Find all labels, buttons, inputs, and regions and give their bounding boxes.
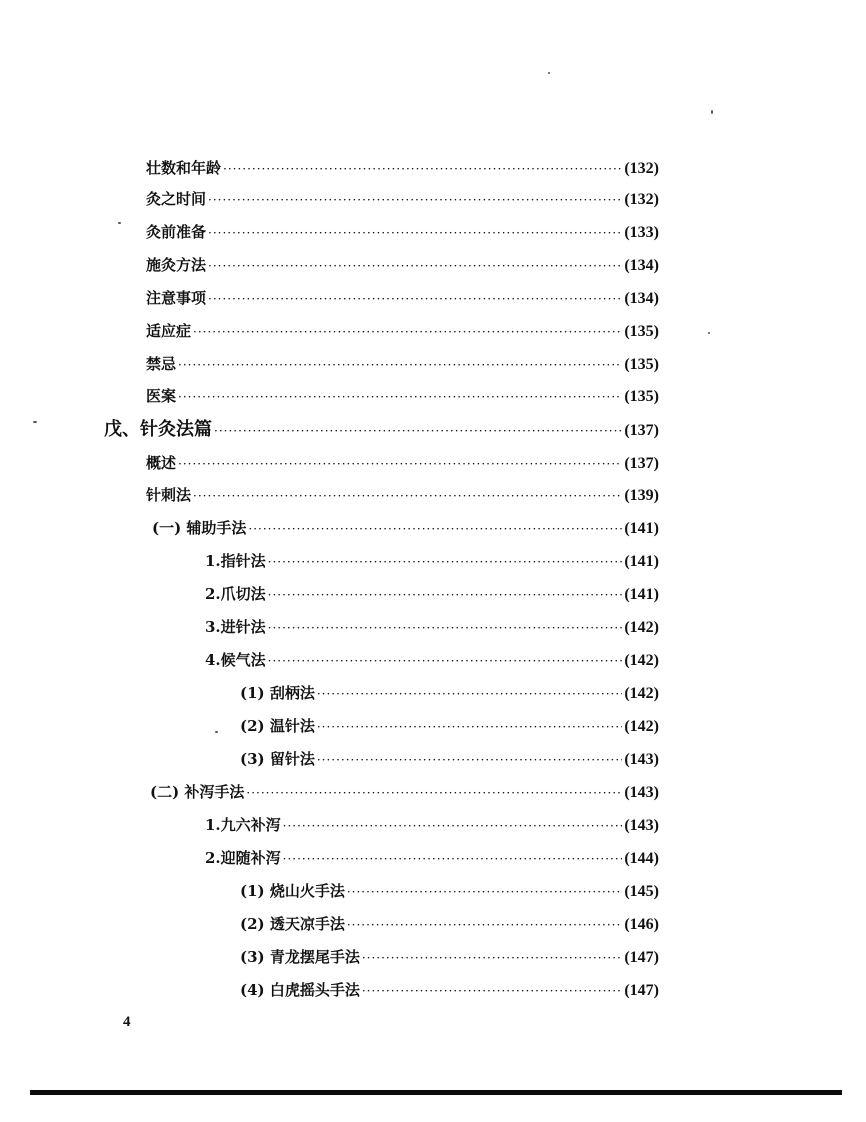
toc-entry-title: 灸之时间 (146, 190, 207, 208)
toc-entry-title: (3) 留针法 (240, 750, 315, 768)
dot-leader (317, 747, 622, 773)
toc-entry (146, 318, 659, 344)
toc-entry (205, 812, 659, 838)
toc-entry-title: 3.进针法 (205, 618, 266, 636)
toc-entry-page: (137) (624, 455, 659, 472)
dot-leader (208, 187, 622, 213)
toc-entry-page: (142) (624, 619, 659, 636)
toc-entry-title: 禁忌 (146, 355, 177, 373)
toc-entry (146, 351, 659, 377)
toc-entry (146, 450, 659, 476)
toc-entry-title: 壮数和年龄 (146, 159, 222, 177)
scan-speck (711, 110, 713, 114)
dot-leader (178, 384, 622, 410)
toc-entry (240, 713, 659, 739)
dot-leader (283, 846, 623, 872)
dot-leader (223, 156, 622, 182)
toc-entry (152, 515, 659, 541)
toc-entry (146, 219, 659, 245)
toc-entry-page: (142) (624, 652, 659, 669)
dot-leader (246, 780, 622, 806)
toc-entry-page: (133) (624, 224, 659, 241)
scan-speck (548, 72, 550, 74)
toc-entry-title: 施灸方法 (146, 256, 207, 274)
toc-entry-page: (132) (624, 160, 659, 177)
toc-entry-title: (1) 烧山火手法 (240, 882, 345, 900)
toc-entry (205, 845, 659, 871)
dot-leader (347, 879, 622, 905)
toc-entry-page: (135) (624, 388, 659, 405)
toc-entry-title: 2.迎随补泻 (205, 849, 281, 867)
toc-entry-page: (143) (624, 817, 659, 834)
toc-entry-title: 1.九六补泻 (205, 816, 281, 834)
dot-leader (214, 418, 622, 444)
scan-speck (118, 222, 121, 224)
toc-entry (240, 878, 659, 904)
toc-entry-page: (147) (624, 949, 659, 966)
toc-entry (146, 155, 659, 181)
dot-leader (193, 483, 622, 509)
toc-entry (205, 647, 659, 673)
toc-entry-title: 注意事项 (146, 289, 207, 307)
toc-entry-page: (147) (624, 982, 659, 999)
toc-entry-title: 医案 (146, 387, 177, 405)
dot-leader (283, 813, 623, 839)
toc-entry-title: (2) 透天凉手法 (240, 915, 345, 933)
toc-entry-title: (3) 青龙摆尾手法 (240, 948, 360, 966)
toc-entry-title: 1.指针法 (205, 552, 266, 570)
dot-leader (362, 945, 622, 971)
toc-entry-page: (137) (624, 422, 659, 439)
toc-entry-title: (一) 辅助手法 (152, 519, 247, 537)
toc-entry-title: (二) 补泻手法 (150, 783, 245, 801)
toc-entry (146, 252, 659, 278)
toc-entry-page: (132) (624, 191, 659, 208)
toc-entry (205, 614, 659, 640)
toc-entry (146, 383, 659, 409)
dot-leader (347, 912, 622, 938)
bottom-rule (30, 1090, 842, 1095)
toc-entry-title: 针刺法 (146, 486, 192, 504)
toc-entry-page: (145) (624, 883, 659, 900)
dot-leader (248, 516, 622, 542)
toc-entry-page: (134) (624, 257, 659, 274)
dot-leader (317, 714, 622, 740)
dot-leader (268, 648, 623, 674)
toc-entry-page: (135) (624, 356, 659, 373)
toc-entry (205, 581, 659, 607)
toc-entry-page: (141) (624, 586, 659, 603)
toc-entry (146, 285, 659, 311)
scan-speck (708, 332, 710, 334)
toc-entry-page: (144) (624, 850, 659, 867)
toc-entry-page: (139) (624, 487, 659, 504)
toc-entry-title: 戊、针灸法篇 (104, 419, 212, 440)
scan-speck (33, 421, 37, 423)
toc-entry (240, 680, 659, 706)
dot-leader (268, 582, 623, 608)
dot-leader (178, 352, 622, 378)
toc-entry-page: (142) (624, 685, 659, 702)
toc-entry-page: (142) (624, 718, 659, 735)
dot-leader (362, 978, 622, 1004)
toc-entry-page: (143) (624, 784, 659, 801)
toc-entry-title: 4.候气法 (205, 651, 266, 669)
toc-entry (146, 186, 659, 212)
toc-entry-title: 灸前准备 (146, 223, 207, 241)
toc-entry (150, 779, 659, 805)
dot-leader (208, 253, 622, 279)
toc-entry-title: 2.爪切法 (205, 585, 266, 603)
dot-leader (268, 615, 623, 641)
toc-entry-title: 概述 (146, 454, 177, 472)
toc-entry-page: (135) (624, 323, 659, 340)
toc-entry (146, 482, 659, 508)
toc-entry (240, 911, 659, 937)
dot-leader (208, 286, 622, 312)
toc-entry-page: (143) (624, 751, 659, 768)
toc-entry (205, 548, 659, 574)
toc-entry-title: 适应症 (146, 322, 192, 340)
dot-leader (317, 681, 622, 707)
toc-entry-page: (141) (624, 553, 659, 570)
toc-entry (240, 944, 659, 970)
page-number: 4 (123, 1014, 131, 1030)
toc-entry-page: (134) (624, 290, 659, 307)
toc-entry (240, 977, 659, 1003)
toc-entry-title: (4) 白虎摇头手法 (240, 981, 360, 999)
toc-entry-title: (2) 温针法 (240, 717, 315, 735)
toc-entry-page: (146) (624, 916, 659, 933)
dot-leader (268, 549, 623, 575)
toc-chapter (104, 417, 659, 443)
scan-speck (215, 731, 218, 733)
toc-entry-page: (141) (624, 520, 659, 537)
toc-entry (240, 746, 659, 772)
dot-leader (193, 319, 622, 345)
dot-leader (178, 451, 622, 477)
toc-entry-title: (1) 刮柄法 (240, 684, 315, 702)
dot-leader (208, 220, 622, 246)
